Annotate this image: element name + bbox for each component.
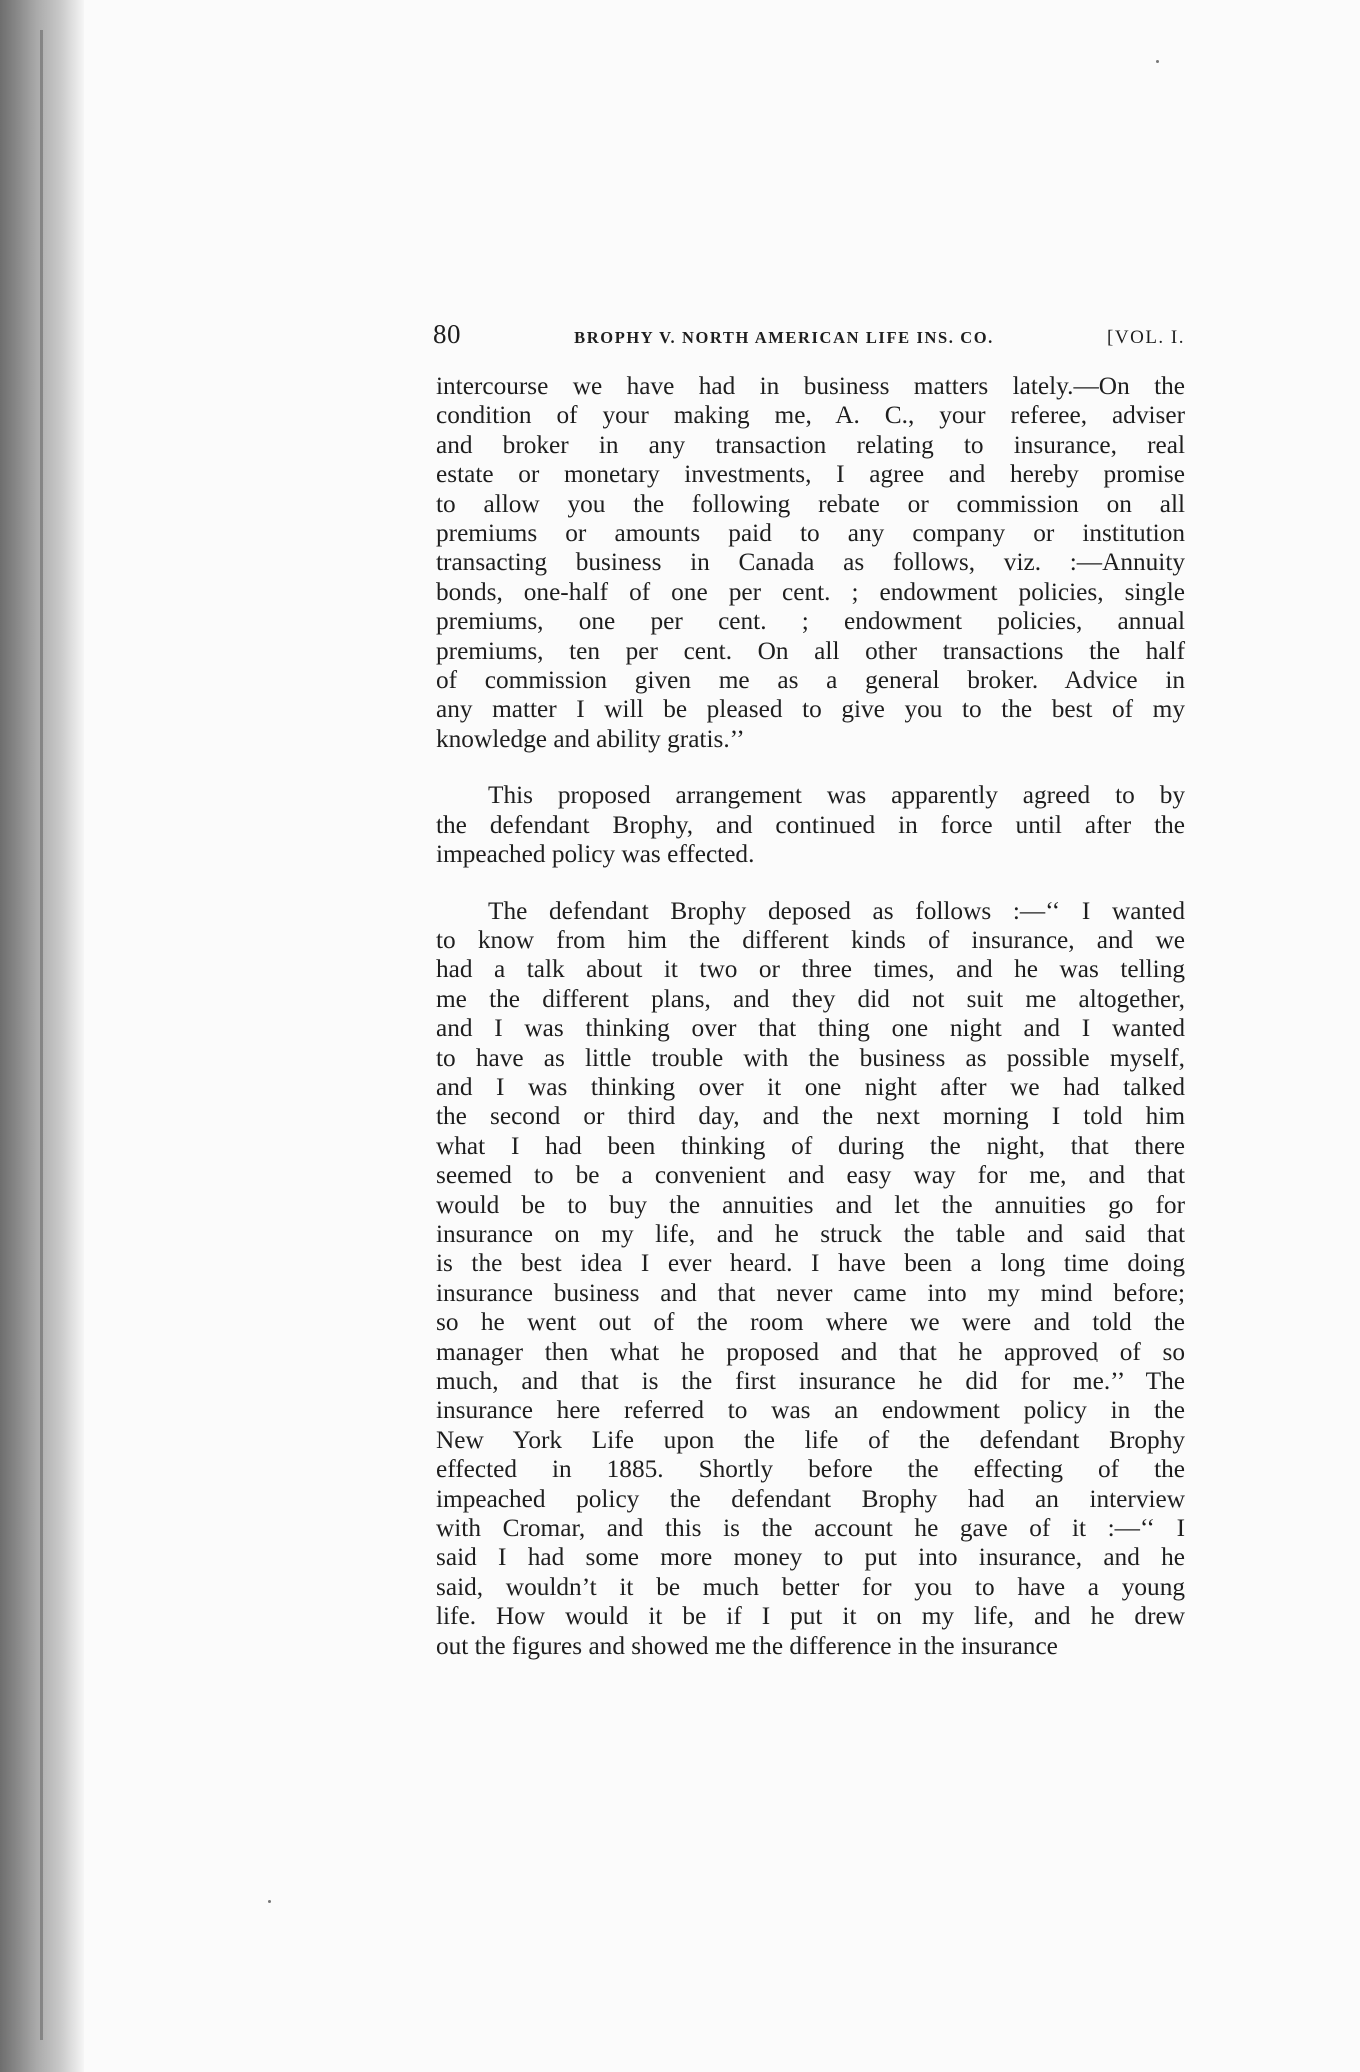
text-line: impeached policy the defendant Brophy had an interview: [436, 1484, 1185, 1513]
text-line: knowledge and ability gratis.’’: [436, 724, 745, 753]
volume-label: [VOL. I.: [1107, 327, 1185, 348]
text-line: premiums, one per cent. ; endowment policies, annual: [436, 607, 1185, 636]
binding-shadow-line: [40, 30, 43, 2040]
text-line: and I was thinking over that thing one night and I wanted: [436, 1014, 1185, 1043]
text-line: the defendant Brophy, and continued in force until after the: [436, 810, 1185, 839]
paper-speck: [268, 1900, 271, 1903]
text-line: had a talk about it two or three times, and he was telling: [436, 955, 1185, 984]
text-line: effected in 1885. Shortly before the effecting of the: [436, 1455, 1185, 1484]
text-line: transacting business in Canada as follows, viz. :—Annuity: [436, 548, 1185, 577]
text-line: of commission given me as a general broker. Advice in: [436, 666, 1185, 695]
text-line: seemed to be a convenient and easy way for me, and that: [436, 1161, 1185, 1190]
text-line: premiums or amounts paid to any company or institution: [436, 519, 1185, 548]
text-line: with Cromar, and this is the account he gave of it :—‘‘ I: [436, 1514, 1185, 1543]
text-line: so he went out of the room where we were and told the: [436, 1308, 1185, 1337]
text-line: what I had been thinking of during the night, that there: [436, 1131, 1185, 1160]
text-line: the second or third day, and the next morning I told him: [436, 1102, 1185, 1131]
text-line: any matter I will be pleased to give you to the best of my: [436, 695, 1185, 724]
book-binding-edge: [0, 0, 84, 2072]
text-line: to have as little trouble with the business as possible myself,: [436, 1043, 1185, 1072]
text-line: bonds, one-half of one per cent. ; endowment policies, single: [436, 577, 1185, 606]
text-line: said, wouldn’t it be much better for you to have a young: [436, 1572, 1185, 1601]
paragraph: [436, 372, 1185, 754]
text-line: to allow you the following rebate or commission on all: [436, 489, 1185, 518]
text-line: to know from him the different kinds of insurance, and we: [436, 925, 1185, 954]
text-line: and I was thinking over it one night after we had talked: [436, 1072, 1185, 1101]
text-line: out the figures and showed me the difference in the insurance: [436, 1631, 1058, 1660]
text-line: would be to buy the annuities and let the annuities go for: [436, 1190, 1185, 1219]
text-line: me the different plans, and they did not suit me altogether,: [436, 984, 1185, 1013]
text-line: New York Life upon the life of the defendant Brophy: [436, 1425, 1185, 1454]
text-line: impeached policy was effected.: [436, 840, 755, 869]
text-line: much, and that is the first insurance he did for me.’’ The: [436, 1367, 1185, 1395]
text-line: premiums, ten per cent. On all other transactions the half: [436, 636, 1185, 665]
running-head: [433, 319, 1185, 359]
text-line: is the best idea I ever heard. I have been a long time doing: [436, 1249, 1185, 1278]
text-line: intercourse we have had in business matters lately.—On the: [436, 372, 1185, 400]
text-line: The defendant Brophy deposed as follows :—‘‘ I wanted: [488, 896, 1185, 925]
paper-speck: [1156, 60, 1159, 63]
text-line: estate or monetary investments, I agree and hereby promise: [436, 460, 1185, 489]
page-number: 80: [433, 319, 461, 349]
body-text: [436, 372, 1185, 1661]
text-line: This proposed arrangement was apparently agreed to by: [488, 781, 1185, 810]
text-line: insurance business and that never came into my mind before;: [436, 1278, 1185, 1307]
text-line: insurance on my life, and he struck the table and said that: [436, 1219, 1185, 1248]
text-line: insurance here referred to was an endowment policy in the: [436, 1396, 1185, 1425]
text-line: life. How would it be if I put it on my life, and he drew: [436, 1602, 1185, 1631]
paragraph: [436, 897, 1185, 1662]
text-line: said I had some more money to put into insurance, and he: [436, 1543, 1185, 1572]
text-line: manager then what he proposed and that he approved of so: [436, 1337, 1185, 1366]
text-line: condition of your making me, A. C., your referee, adviser: [436, 401, 1185, 430]
running-title: BROPHY V. NORTH AMERICAN LIFE INS. CO.: [574, 328, 994, 347]
text-line: and broker in any transaction relating to insurance, real: [436, 430, 1185, 459]
paragraph: [436, 781, 1185, 869]
